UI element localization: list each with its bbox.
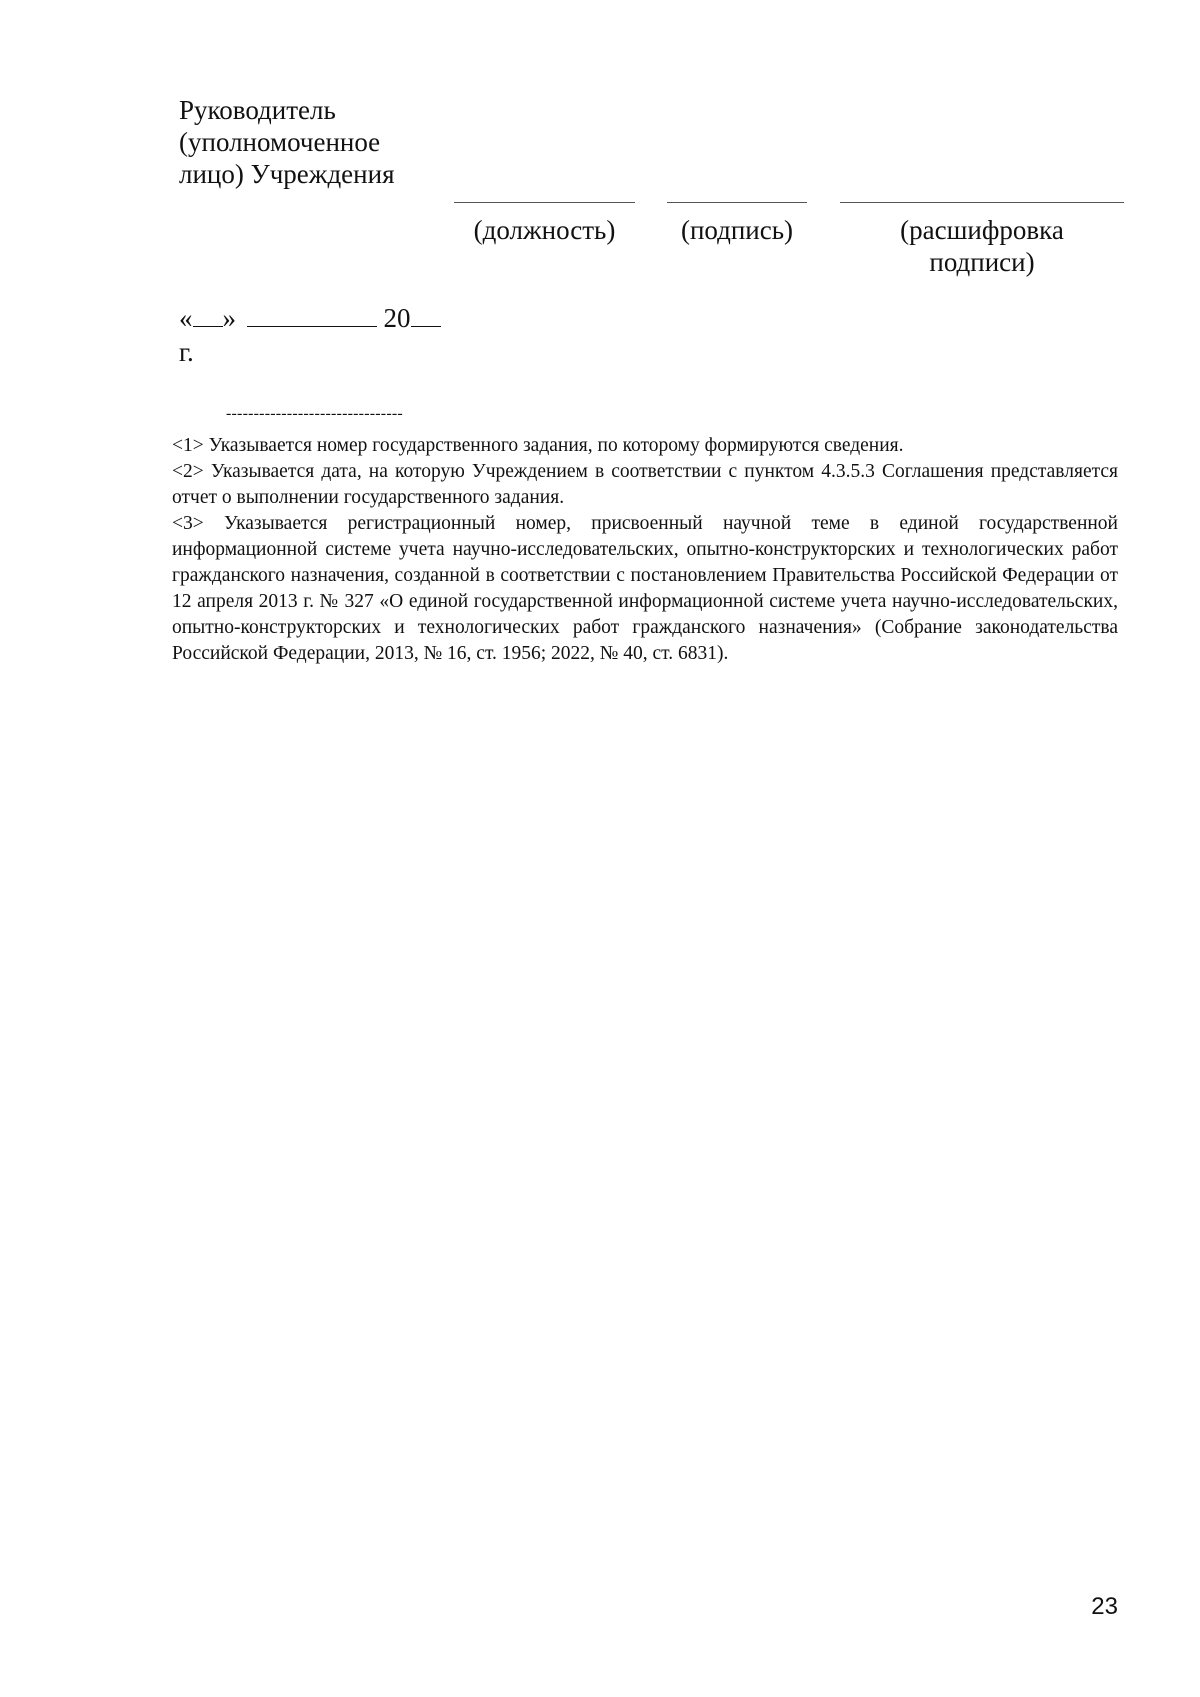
footnote-1: <1> Указывается номер государственного задания, по которому формируются сведения.	[172, 435, 904, 456]
day-blank	[193, 300, 223, 327]
year-suffix: г.	[179, 337, 194, 367]
date-quote-close: »	[222, 303, 236, 333]
signature-line	[667, 202, 807, 203]
signatory-role-label: Руководитель (уполномоченное лицо) Учреждения	[179, 95, 395, 189]
footnote-separator: --------------------------------	[226, 405, 403, 422]
signature-caption: (подпись)	[680, 215, 794, 245]
name-caption: (расшифровка подписи)	[900, 215, 1064, 277]
date-line	[179, 300, 459, 335]
name-line	[840, 202, 1124, 203]
year-prefix: 20	[383, 303, 411, 333]
month-blank	[247, 300, 377, 327]
position-line	[454, 202, 635, 203]
date-field	[179, 300, 459, 369]
date-quote-open: «	[179, 303, 193, 333]
page-number: 23	[1091, 1593, 1118, 1620]
position-caption: (должность)	[473, 215, 616, 245]
footnote-3: <3> Указывается регистрационный номер, присвоенный научной теме в единой государственной информационной системе учета научно-исследовательских, опытно-конструкторских и технологических работ гражданского назначения, созданной в соответствии с постановлением Правительства Российской Федерации от 12 апреля 2013 г. № 327 «О единой государственной информационной системе учета научно-исследовательских, опытно-конструкторских и технологических работ гражданского назначения» (Собрание законодательства Российской Федерации, 2013, № 16, ст. 1956; 2022, № 40, ст. 6831).	[172, 513, 1118, 664]
footnote-2: <2> Указывается дата, на которую Учреждением в соответствии с пунктом 4.3.5.3 Соглашения представляется отчет о выполнении государственного задания.	[172, 461, 1118, 508]
year-blank	[411, 300, 441, 327]
